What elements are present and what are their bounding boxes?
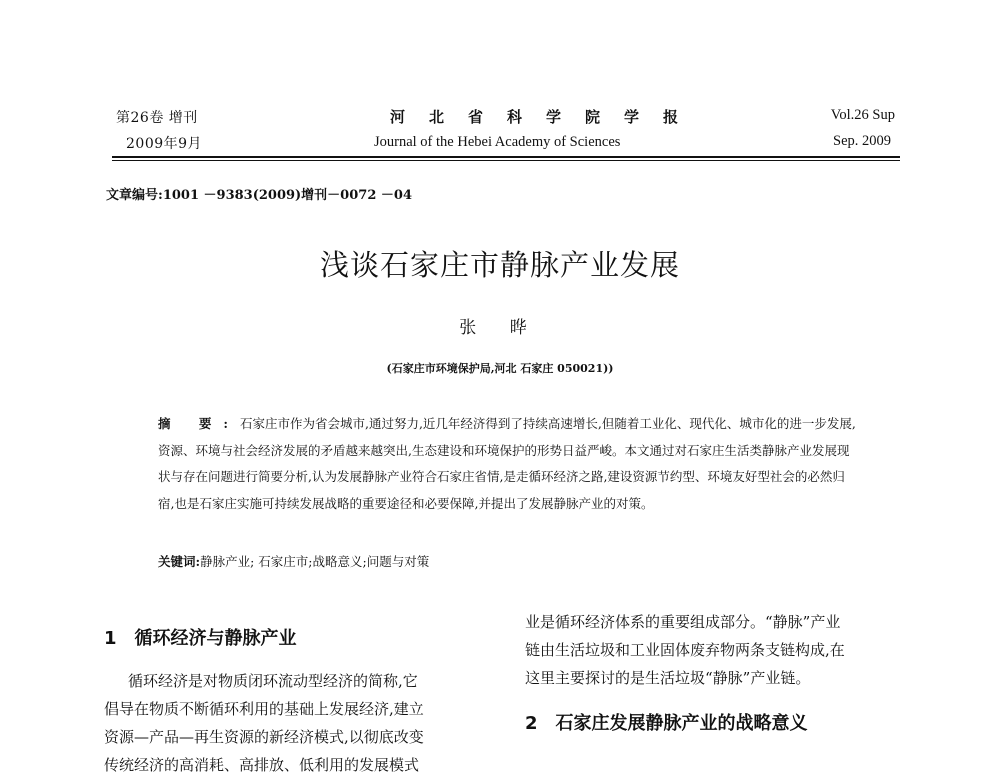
keywords-line <box>158 552 429 570</box>
keywords-text: 静脉产业; 石家庄市;战略意义;问题与对策 <box>200 554 430 569</box>
header-rule-thick <box>112 156 900 158</box>
journal-name-en: Journal of the Hebei Academy of Sciences <box>374 134 621 150</box>
volume-label: 第26卷 增刊 <box>116 110 198 126</box>
abstract-text: 石家庄市作为省会城市,通过努力,近几年经济得到了持续高速增长,但随着工业化、现代化、城市化的进一步发展,资源、环境与社会经济发展的矛盾越来越突出,生态建设和环境保护的形势日益严峻。本文通过对石家庄生活类静脉产业发展现状与存在问题进行简要分析,认为发展静脉产业符合石家庄省情,是走循环经济之路,建设资源节约型、环境友好型社会的必然归宿,也是石家庄实施可持续发展战略的重要途径和必要保障,并提出了发展静脉产业的对策。 <box>158 416 856 511</box>
author-name: 张 晔 <box>459 318 541 338</box>
date-en: Sep. 2009 <box>833 133 891 149</box>
issue-date: 2009年9月 <box>126 136 203 152</box>
abstract-label: 摘 要: <box>158 416 240 431</box>
paper-title: 浅谈石家庄市静脉产业发展 <box>319 248 680 282</box>
section-1-heading <box>104 624 297 650</box>
section-1-line: 倡导在物质不断循环利用的基础上发展经济,建立 <box>104 700 424 718</box>
section-1-title: 循环经济与静脉产业 <box>134 628 297 649</box>
right-column-line: 链由生活垃圾和工业固体废弃物两条支链构成,在 <box>525 641 845 659</box>
article-number-label: 文章编号: <box>106 188 163 203</box>
section-1-number: 1 <box>104 628 117 649</box>
volume-en: Vol.26 Sup <box>830 107 895 123</box>
right-column-line: 这里主要探讨的是生活垃圾“静脉”产业链。 <box>525 669 811 687</box>
right-column-line: 业是循环经济体系的重要组成部分。“静脉”产业 <box>525 613 841 631</box>
section-1-line: 资源—产品—再生资源的新经济模式,以彻底改变 <box>104 728 424 746</box>
section-1-line: 循环经济是对物质闭环流动型经济的简称,它 <box>128 672 418 690</box>
article-number-value: 1001 －9383(2009)增刊－0072 －04 <box>162 188 412 203</box>
section-2-heading <box>525 709 808 735</box>
abstract-block <box>158 411 858 517</box>
section-1-line: 传统经济的高消耗、高排放、低利用的发展模式 <box>104 756 420 774</box>
article-number <box>106 184 412 203</box>
section-2-title: 石家庄发展静脉产业的战略意义 <box>555 713 808 734</box>
journal-name-cn: 河北省科学院学报 <box>390 108 703 126</box>
author-affiliation: (石家庄市环境保护局,河北 石家庄 050021)) <box>386 362 614 375</box>
section-2-number: 2 <box>525 713 538 734</box>
header-rule-thin <box>112 160 900 161</box>
keywords-label: 关键词: <box>158 554 201 569</box>
